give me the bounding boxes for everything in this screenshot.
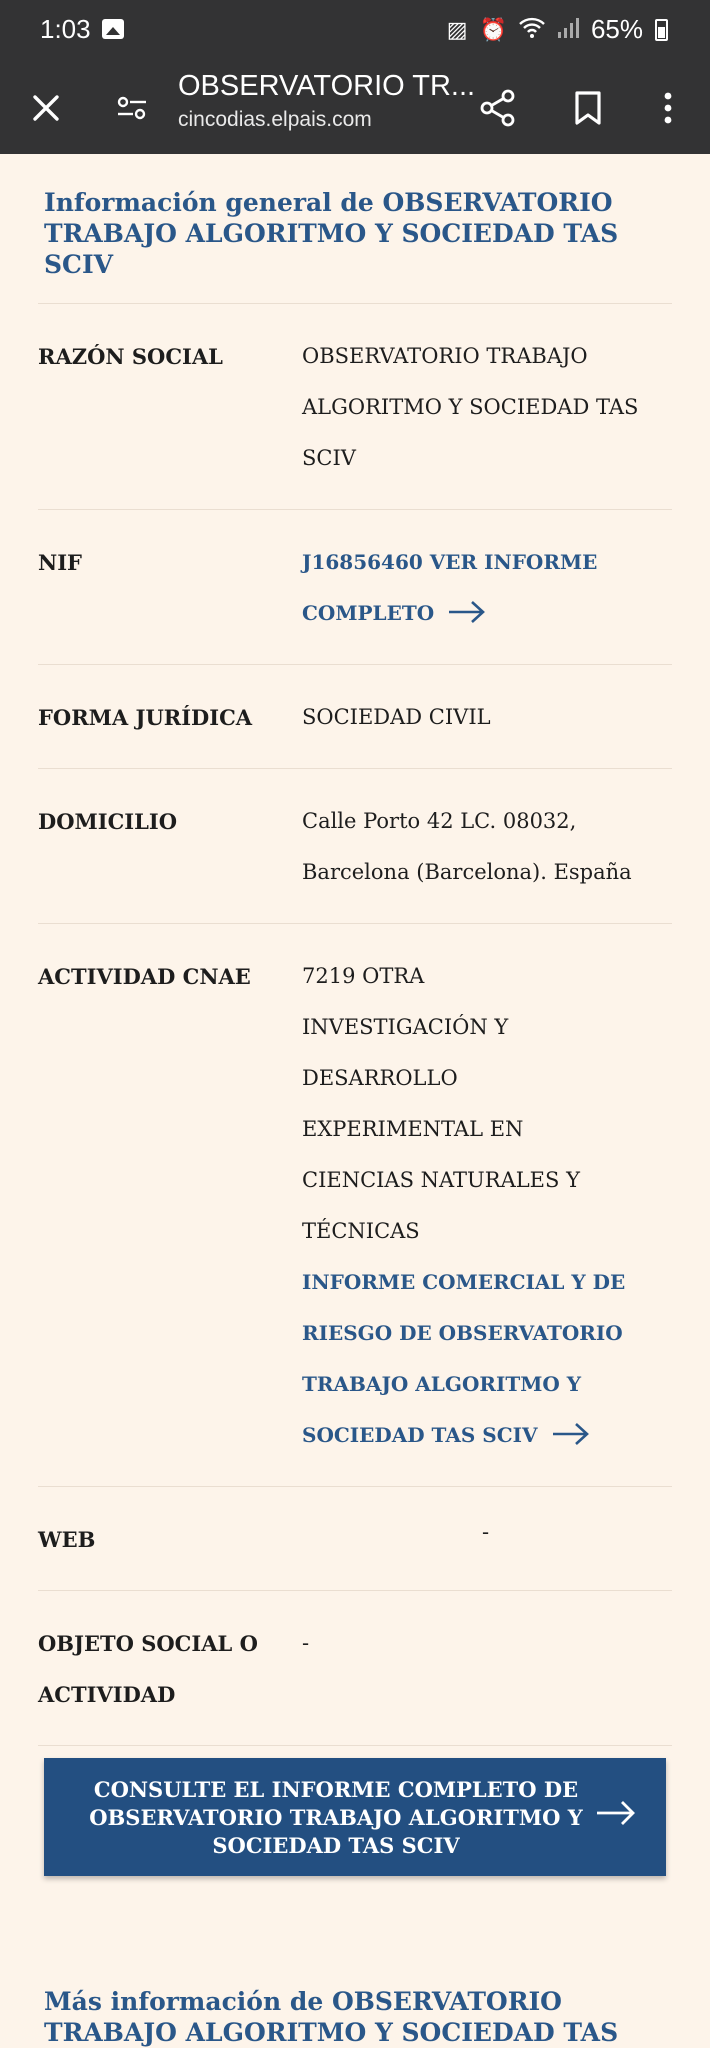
commercial-report-link-text: INFORME COMERCIAL Y DE RIESGO DE OBSERVATORIO TRABAJO ALGORITMO Y SOCIEDAD TAS SCIV [302, 1270, 626, 1447]
cnae-description: 7219 OTRA INVESTIGACIÓN Y DESARROLLO EXPERIMENTAL EN CIENCIAS NATURALES Y TÉCNICAS [302, 964, 580, 1243]
page-url[interactable]: cincodias.elpais.com [178, 108, 372, 131]
close-button[interactable] [18, 62, 74, 154]
signal-icon [557, 17, 579, 43]
info-table [38, 303, 672, 1746]
more-vert-icon [663, 92, 673, 124]
nif-report-link-text: J16856460 VER INFORME COMPLETO [302, 550, 598, 625]
row-label: FORMA JURÍDICA [38, 705, 253, 730]
alarm-icon: ⏰ [479, 16, 507, 42]
bookmark-icon [574, 91, 602, 125]
row-forma-juridica [38, 665, 672, 769]
full-report-button[interactable] [44, 1758, 666, 1876]
tune-icon [116, 95, 148, 121]
full-report-button-label: CONSULTE EL INFORME COMPLETO DE OBSERVATORIO TRABAJO ALGORITMO Y SOCIEDAD TAS SCIV [89, 1777, 583, 1858]
system-icons [447, 14, 668, 45]
row-value: OBSERVATORIO TRABAJO ALGORITMO Y SOCIEDAD TAS SCIV [302, 344, 639, 470]
row-label: NIF [38, 550, 82, 575]
row-value [302, 951, 672, 1461]
row-domicilio [38, 769, 672, 924]
battery-icon [655, 19, 668, 41]
status-bar [0, 0, 710, 62]
row-objeto-social [38, 1591, 672, 1746]
arrow-right-icon [448, 600, 486, 624]
row-label: DOMICILIO [38, 809, 177, 834]
row-label: RAZÓN SOCIAL [38, 344, 223, 369]
arrow-right-icon [596, 1800, 636, 1826]
status-time: 1:03 [40, 14, 91, 44]
row-value: Calle Porto 42 LC. 08032, Barcelona (Barcelona). España [302, 809, 632, 884]
share-button[interactable] [470, 62, 526, 154]
row-label: ACTIVIDAD CNAE [38, 964, 251, 989]
row-value [302, 537, 672, 639]
share-icon [480, 89, 516, 127]
site-settings-button[interactable] [104, 62, 160, 154]
row-value: SOCIEDAD CIVIL [302, 705, 491, 729]
close-icon [32, 94, 60, 122]
wifi-icon [519, 17, 545, 43]
vpn-icon: ▨ [446, 16, 468, 42]
row-value: - [482, 1520, 490, 1544]
commercial-report-link[interactable] [302, 1270, 625, 1447]
nif-report-link[interactable] [302, 550, 597, 625]
gallery-icon [102, 19, 124, 39]
custom-tab-toolbar [0, 62, 710, 154]
row-razon-social [38, 304, 672, 510]
more-options-button[interactable] [640, 62, 696, 154]
row-label: OBJETO SOCIAL O ACTIVIDAD [38, 1631, 258, 1707]
row-actividad-cnae [38, 924, 672, 1487]
row-label: WEB [38, 1527, 96, 1552]
row-nif [38, 510, 672, 665]
more-info-heading: Más información de OBSERVATORIO TRABAJO ALGORITMO Y SOCIEDAD TAS [44, 1987, 619, 2047]
arrow-right-icon [552, 1422, 590, 1446]
section-heading: Información general de OBSERVATORIO TRABAJO ALGORITMO Y SOCIEDAD TAS SCIV [44, 188, 619, 279]
row-web [38, 1487, 672, 1591]
company-info [38, 154, 672, 1746]
battery-percent: 65% [590, 14, 643, 44]
bookmark-button[interactable] [560, 62, 616, 154]
page-title[interactable]: OBSERVATORIO TR... [178, 70, 476, 102]
row-value: - [302, 1631, 310, 1655]
